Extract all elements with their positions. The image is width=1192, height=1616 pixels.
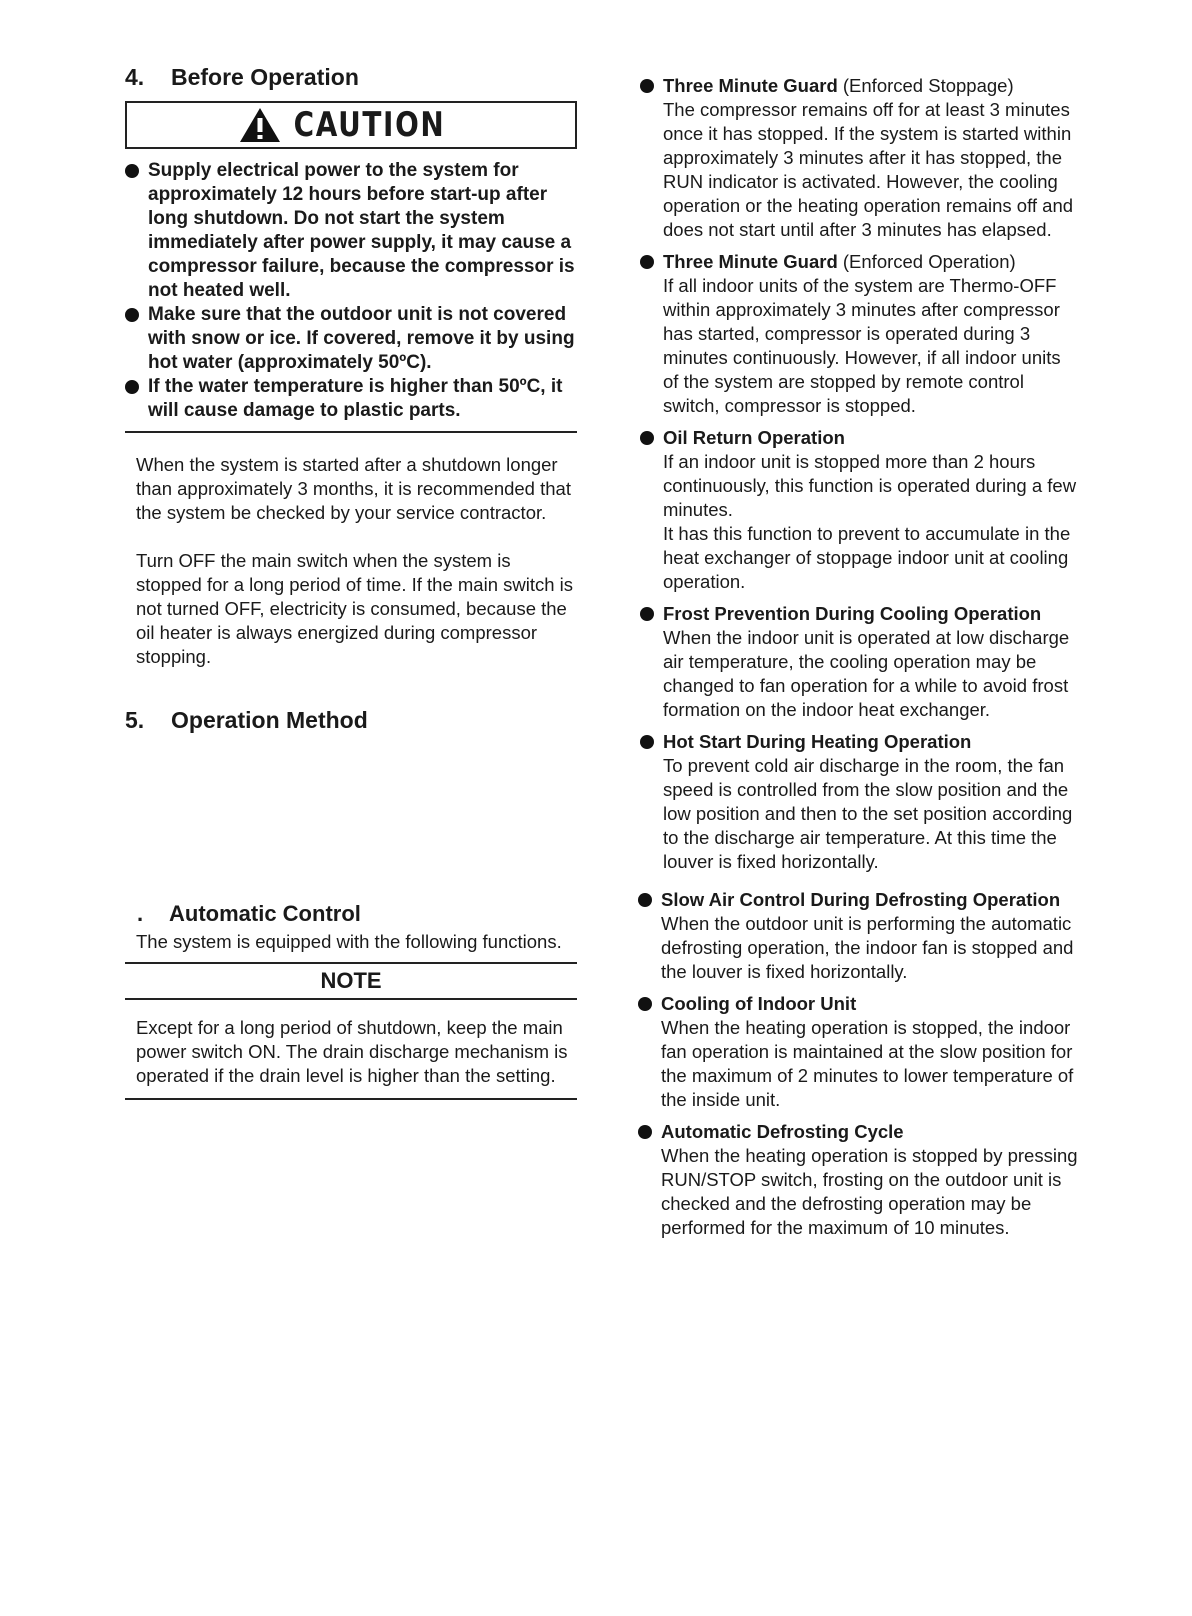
function-text: When the heating operation is stopped, the indoor fan operation is maintained at the slow position for the maximum of 2 minutes to lower temperature of the inside unit. [661, 1017, 1074, 1110]
function-title: Three Minute Guard [663, 251, 838, 272]
function-text: To prevent cold air discharge in the room, the fan speed is controlled from the slow position and the low position and then to the set position according to the discharge air temperature. At this time the louver is fixed horizontally. [663, 755, 1073, 872]
right-column [640, 74, 1080, 1240]
bullet-icon [125, 164, 139, 178]
caution-label: CAUTION [294, 105, 446, 145]
function-text: If all indoor units of the system are Thermo-OFF within approximately 3 minutes after compressor has started, compressor is operated during 3 minutes continuously. However, if all indoor units of the system are stopped by remote control switch, compressor is stopped. [663, 275, 1061, 416]
subsection-number: . [137, 901, 144, 926]
function-text: When the heating operation is stopped by pressing RUN/STOP switch, frosting on the outdoor unit is checked and the defrosting operation may be performed for the maximum of 10 minutes. [661, 1145, 1078, 1238]
caution-list [125, 159, 577, 423]
function-title: Slow Air Control During Defrosting Operation [661, 889, 1061, 910]
bullet-icon [638, 997, 652, 1011]
function-title: Frost Prevention During Cooling Operation [663, 603, 1042, 624]
function-text: When the outdoor unit is performing the automatic defrosting operation, the indoor fan is stopped and the louver is fixed horizontally. [661, 913, 1074, 982]
function-title: Hot Start During Heating Operation [663, 731, 972, 752]
caution-item: If the water temperature is higher than 50ºC, it will cause damage to plastic parts. [125, 375, 577, 423]
divider [125, 431, 577, 433]
subsection-heading-automatic-control [125, 901, 577, 927]
caution-item: Supply electrical power to the system for approximately 12 hours before start-up after long shutdown. Do not start the system immediately after power supply, it may cause a compressor failure, because the compressor is not heated well. [125, 159, 577, 303]
paragraph-long-shutdown: When the system is started after a shutdown longer than approximately 3 months, it is recommended that the system be checked by your service contractor. [136, 454, 571, 523]
caution-item: Make sure that the outdoor unit is not covered with snow or ice. If covered, remove it by using hot water (approximately 50ºC). [125, 303, 577, 375]
paragraph-main-switch: Turn OFF the main switch when the system is stopped for a long period of time. If the main switch is not turned OFF, electricity is consumed, because the oil heater is always energized during compressor stopping. [136, 550, 574, 667]
left-column [125, 64, 577, 1100]
note-label: NOTE [320, 968, 382, 993]
bullet-icon [640, 255, 654, 269]
bullet-icon [638, 893, 652, 907]
function-text: The compressor remains off for at least 3 minutes once it has stopped. If the system is started within approximately 3 minutes after it has stopped, the RUN indicator is activated. However, the cooling operation or the heating operation remains off and does not start until after 3 minutes has elapsed. [663, 99, 1074, 240]
bullet-icon [640, 79, 654, 93]
warning-triangle-icon [239, 107, 281, 143]
function-item [638, 1120, 1080, 1240]
automatic-control-intro: The system is equipped with the following functions. [136, 931, 562, 952]
section-title: Operation Method [171, 707, 368, 733]
bullet-icon [125, 308, 139, 322]
bullet-icon [638, 1125, 652, 1139]
bullet-icon [640, 431, 654, 445]
function-title-suffix: (Enforced Operation) [837, 251, 1016, 272]
function-title: Three Minute Guard [663, 75, 838, 96]
function-title: Cooling of Indoor Unit [661, 993, 857, 1014]
section-number: 4. [125, 64, 145, 90]
function-text: When the indoor unit is operated at low discharge air temperature, the cooling operation may be changed to fan operation for a while to avoid frost formation on the indoor heat exchanger. [663, 627, 1070, 720]
function-text-2: It has this function to prevent to accumulate in the heat exchanger of stoppage indoor unit at cooling operation. [663, 523, 1071, 592]
function-title-suffix: (Enforced Stoppage) [837, 75, 1014, 96]
function-item [638, 992, 1080, 1112]
divider [125, 998, 577, 1000]
function-item [640, 602, 1080, 722]
note-text: Except for a long period of shutdown, keep the main power switch ON. The drain discharge mechanism is operated if the drain level is higher than the setting. [136, 1017, 568, 1086]
section-heading-before-operation [125, 64, 577, 91]
bullet-icon [125, 380, 139, 394]
function-item [640, 426, 1080, 594]
function-title: Automatic Defrosting Cycle [661, 1121, 904, 1142]
function-item [640, 74, 1080, 242]
subsection-title: Automatic Control [169, 901, 361, 926]
section-number: 5. [125, 707, 145, 733]
function-item [638, 888, 1080, 984]
function-item [640, 250, 1080, 418]
caution-banner [125, 101, 577, 149]
bullet-icon [640, 735, 654, 749]
section-title: Before Operation [171, 64, 359, 90]
function-title: Oil Return Operation [663, 427, 845, 448]
function-text: If an indoor unit is stopped more than 2 hours continuously, this function is operated during a few minutes. [663, 451, 1077, 520]
section-heading-operation-method [125, 707, 577, 734]
divider [125, 1098, 577, 1100]
bullet-icon [640, 607, 654, 621]
function-item [640, 730, 1080, 874]
